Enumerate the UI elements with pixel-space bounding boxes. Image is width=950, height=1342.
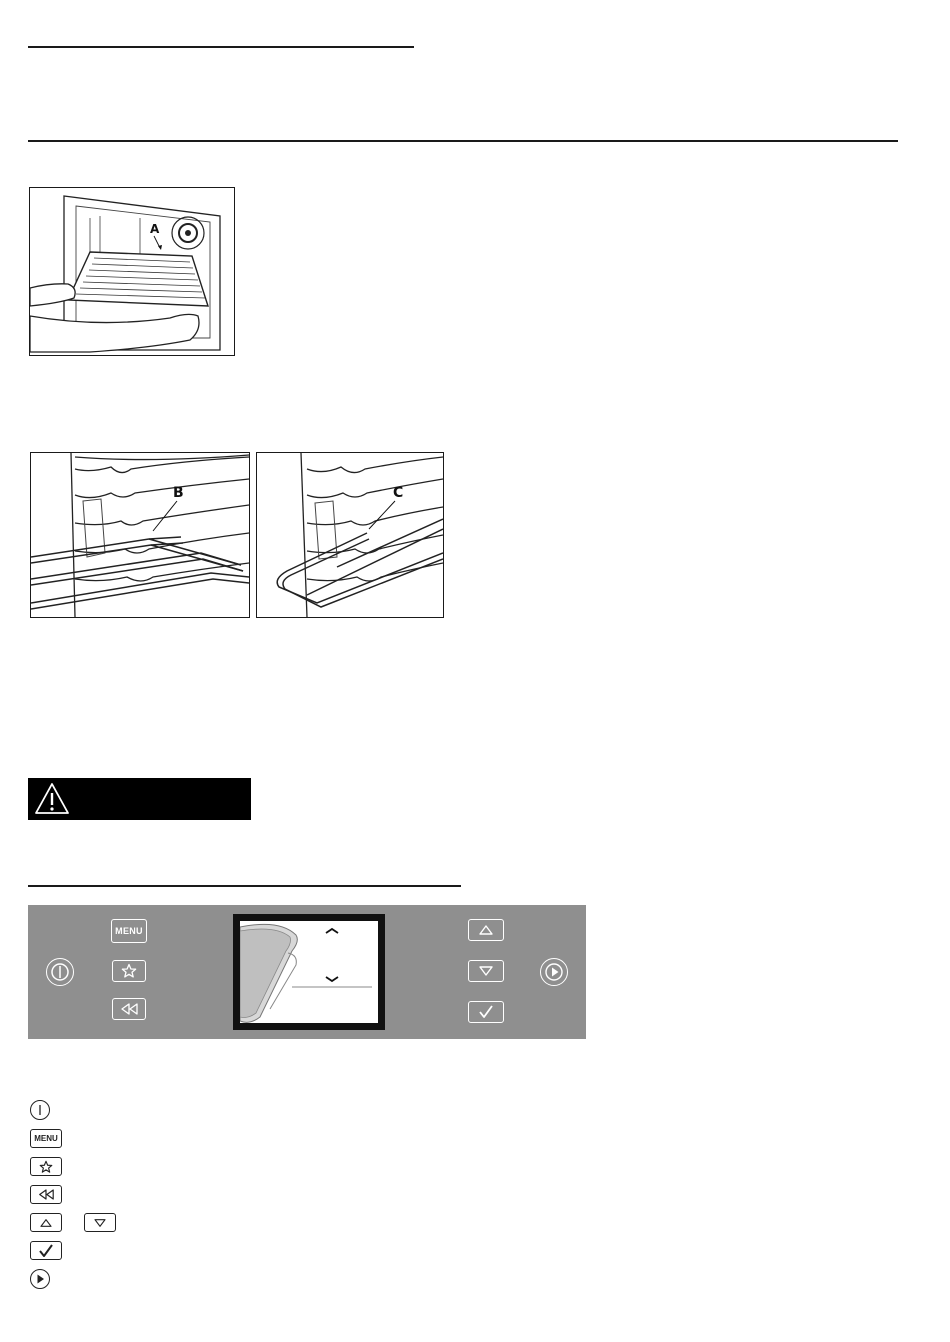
power-button[interactable] — [46, 958, 74, 986]
legend-up-down — [30, 1213, 116, 1232]
legend-power — [30, 1100, 50, 1120]
warning-banner — [28, 778, 251, 820]
display-screen — [233, 914, 385, 1030]
confirm-button[interactable] — [468, 1001, 504, 1023]
control-panel-rule — [28, 885, 461, 887]
menu-icon — [30, 1129, 62, 1148]
figure-rack-insertion — [29, 187, 235, 356]
rewind-icon — [30, 1185, 62, 1204]
chevron-down-icon — [326, 977, 338, 981]
figure-label-a: A — [150, 222, 160, 236]
up-arrow-icon — [478, 924, 494, 936]
power-icon — [30, 1100, 50, 1120]
legend-confirm — [30, 1241, 62, 1260]
back-button[interactable] — [112, 998, 146, 1020]
menu-button-label: MENU — [115, 926, 143, 936]
display-content — [240, 921, 378, 1023]
figure-label-b: B — [173, 485, 184, 501]
warning-triangle-icon — [34, 782, 70, 816]
figure-label-c: C — [393, 485, 404, 501]
legend-start — [30, 1269, 50, 1289]
checkmark-icon — [478, 1005, 494, 1019]
favourite-button[interactable] — [112, 960, 146, 982]
up-button[interactable] — [468, 919, 504, 941]
legend-menu-label: MENU — [34, 1134, 58, 1143]
start-button[interactable] — [540, 958, 568, 986]
legend-favourite — [30, 1157, 62, 1176]
star-icon — [121, 963, 137, 979]
up-arrow-icon — [30, 1213, 62, 1232]
down-arrow-icon — [84, 1213, 116, 1232]
power-icon — [50, 962, 70, 982]
down-arrow-icon — [478, 965, 494, 977]
figure-rack-position-b — [30, 452, 250, 618]
play-icon — [544, 962, 564, 982]
legend-back — [30, 1185, 62, 1204]
section-rule — [28, 140, 898, 142]
star-icon — [30, 1157, 62, 1176]
rewind-icon — [119, 1003, 139, 1015]
play-icon — [30, 1269, 50, 1289]
menu-button[interactable] — [111, 919, 147, 943]
legend-menu — [30, 1129, 62, 1148]
chevron-up-icon — [326, 929, 338, 933]
checkmark-icon — [30, 1241, 62, 1260]
control-panel — [28, 905, 586, 1039]
down-button[interactable] — [468, 960, 504, 982]
top-short-rule — [28, 46, 414, 48]
figure-rack-position-c — [256, 452, 444, 618]
